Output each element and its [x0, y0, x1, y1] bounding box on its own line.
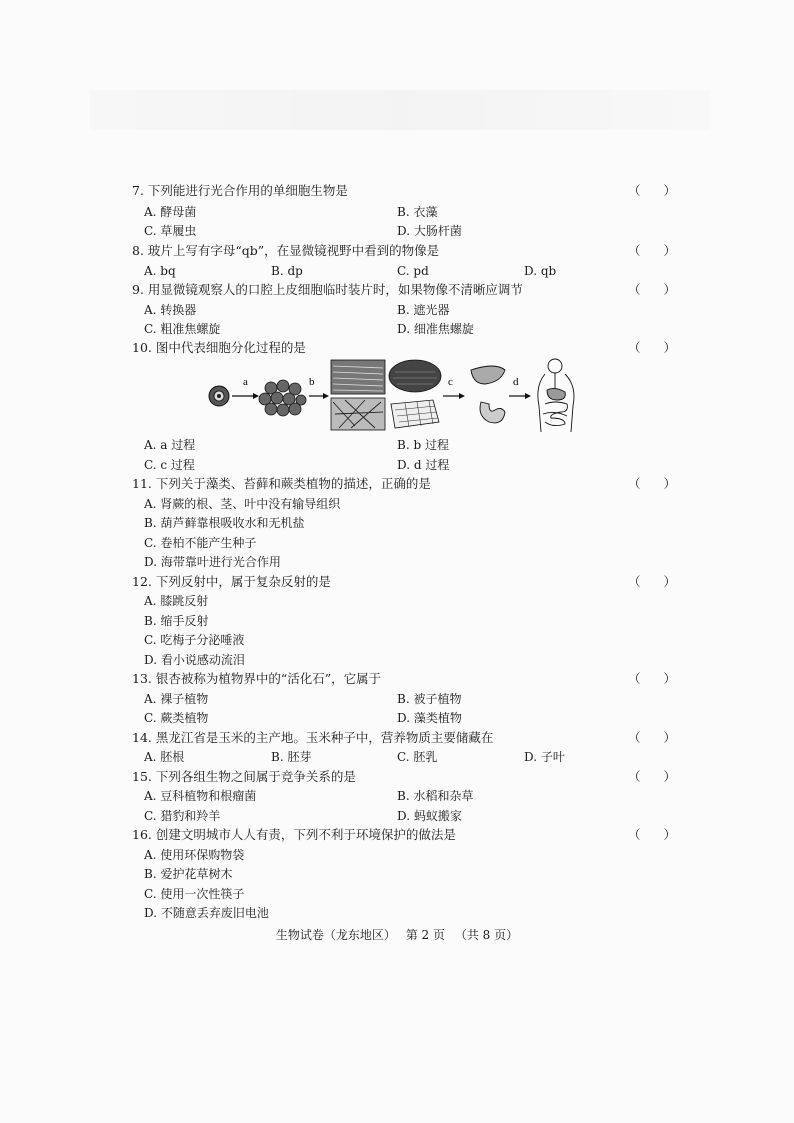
footer-page: 第 2 页	[405, 928, 445, 942]
footer-subject: 生物试卷（龙东地区）	[275, 928, 396, 942]
option: A. 膝跳反射	[144, 594, 209, 608]
option: C. 粗准焦螺旋	[144, 322, 221, 336]
option: B. 衣藻	[397, 205, 438, 219]
tissue-grid-icon	[331, 360, 441, 430]
option: D. 蚂蚁搬家	[397, 809, 462, 823]
answer-paren: （ ）	[628, 730, 676, 745]
option: A. 转换器	[144, 303, 197, 317]
single-cell-icon	[209, 386, 229, 406]
option: A. 胚根	[144, 750, 185, 764]
option: D. qb	[524, 264, 557, 278]
page-footer	[0, 927, 794, 943]
option: C. 卷柏不能产生种子	[144, 536, 257, 550]
option: A. 豆科植物和根瘤菌	[144, 789, 257, 803]
question-10-stem: 10. 图中代表细胞分化过程的是	[132, 340, 306, 355]
option: C. 蕨类植物	[144, 711, 209, 725]
option: D. d 过程	[397, 458, 450, 472]
option: D. 海带靠叶进行光合作用	[144, 555, 281, 569]
option: C. 猎豹和羚羊	[144, 809, 221, 823]
question-7-stem: 7. 下列能进行光合作用的单细胞生物是	[132, 183, 348, 198]
option: A. bq	[144, 264, 176, 278]
option: A. 裸子植物	[144, 692, 209, 706]
option: C. c 过程	[144, 458, 195, 472]
option: B. 爱护花草树木	[144, 867, 233, 881]
question-9-stem: 9. 用显微镜观察人的口腔上皮细胞临时装片时，如果物像不清晰应调节	[132, 282, 523, 297]
answer-paren: （ ）	[628, 476, 676, 491]
scan-shadow	[90, 90, 710, 130]
answer-paren: （ ）	[628, 769, 676, 784]
option: B. 被子植物	[397, 692, 462, 706]
question-16-stem: 16. 创建文明城市人人有责，下列不利于环境保护的做法是	[132, 827, 456, 842]
cell-differentiation-diagram	[205, 356, 585, 434]
question-11-stem: 11. 下列关于藻类、苔藓和蕨类植物的描述，正确的是	[132, 476, 431, 491]
option: B. 遮光器	[397, 303, 450, 317]
option: B. b 过程	[397, 438, 449, 452]
option: B. dp	[271, 264, 303, 278]
option: C. 胚乳	[397, 750, 438, 764]
question-13-stem: 13. 银杏被称为植物界中的“活化石”，它属于	[132, 671, 382, 686]
option: A. 酵母菌	[144, 205, 197, 219]
option: B. 水稻和杂草	[397, 789, 474, 803]
digestive-system-icon	[538, 359, 574, 432]
answer-paren: （ ）	[628, 243, 676, 258]
answer-paren: （ ）	[628, 282, 676, 297]
option: B. 葫芦藓靠根吸收水和无机盐	[144, 516, 305, 530]
option: A. a 过程	[144, 438, 196, 452]
option: B. 胚芽	[271, 750, 312, 764]
option: D. 藻类植物	[397, 711, 462, 725]
label-a: a	[243, 376, 248, 388]
answer-paren: （ ）	[628, 340, 676, 355]
question-15-stem: 15. 下列各组生物之间属于竞争关系的是	[132, 769, 356, 784]
question-8-stem: 8. 玻片上写有字母“qb”，在显微镜视野中看到的物像是	[132, 243, 440, 258]
option: C. 草履虫	[144, 224, 197, 238]
option: C. 吃梅子分泌唾液	[144, 633, 245, 647]
option: B. 缩手反射	[144, 614, 209, 628]
option: C. pd	[397, 264, 429, 278]
answer-paren: （ ）	[628, 183, 676, 198]
option: D. 子叶	[524, 750, 565, 764]
answer-paren: （ ）	[628, 671, 676, 686]
label-c: c	[448, 376, 453, 388]
option: D. 不随意丢弃废旧电池	[144, 906, 269, 920]
option: A. 肾蕨的根、茎、叶中没有输导组织	[144, 497, 341, 511]
option: C. 使用一次性筷子	[144, 887, 245, 901]
cell-cluster-icon	[259, 380, 306, 416]
option: D. 细准焦螺旋	[397, 322, 474, 336]
footer-total: （共 8 页）	[454, 928, 519, 942]
question-14-stem: 14. 黑龙江省是玉米的主产地。玉米种子中，营养物质主要储藏在	[132, 730, 494, 745]
answer-paren: （ ）	[628, 574, 676, 589]
label-d: d	[513, 376, 519, 388]
label-b: b	[309, 376, 315, 388]
question-12-stem: 12. 下列反射中，属于复杂反射的是	[132, 574, 331, 589]
organ-icon	[471, 366, 505, 423]
option: A. 使用环保购物袋	[144, 848, 245, 862]
option: D. 大肠杆菌	[397, 224, 462, 238]
answer-paren: （ ）	[628, 827, 676, 842]
option: D. 看小说感动流泪	[144, 653, 245, 667]
